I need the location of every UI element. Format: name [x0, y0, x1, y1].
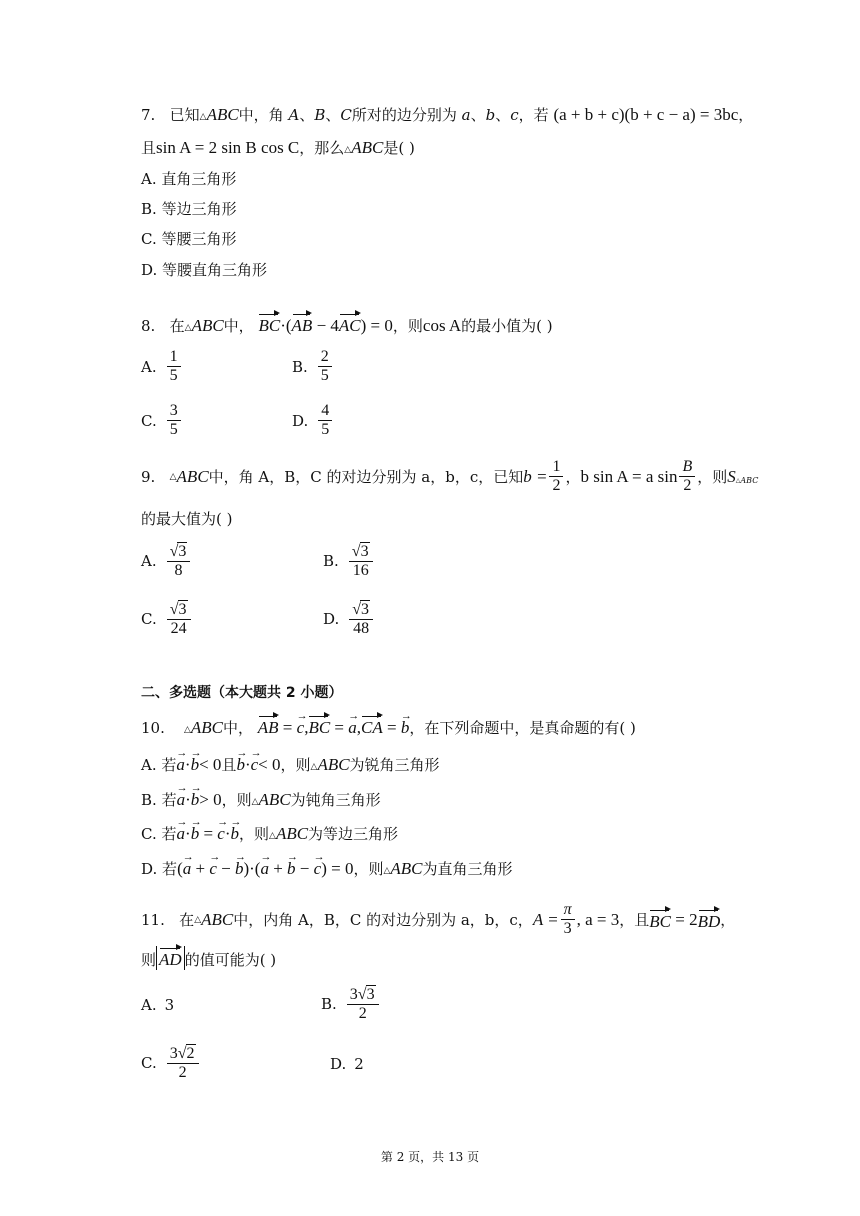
q10-number: 10. [141, 719, 165, 737]
fraction: $\frac{3}{5}$ [167, 402, 181, 439]
q11-option-d[interactable]: D. 2 [330, 1055, 364, 1073]
q9-line2: 的最大值为( ) [141, 510, 233, 528]
triangle-icon: △ [735, 476, 741, 484]
q7-line2: 且sin A = 2 sin B cos C，那么△ABC是( ) [141, 138, 415, 157]
fraction: $\frac{√3}{16}$ [349, 542, 373, 580]
q9-line1: 9. △ ABC 中，角 A，B，C 的对边分别为 a，b，c，已知 b = $\frac{1}{2}$ ， b sin A = a sin $\frac{B}{2}$ ，则 S △ABC [141, 458, 759, 494]
triangle-icon: △ [169, 471, 177, 482]
q10-option-d[interactable]: D. 若(a → + c → − b →)·(a → + b → − c →) = 0，则△ABC为直角三角形 [141, 856, 513, 881]
vector-bd: BD [698, 908, 721, 932]
absolute-value [156, 946, 185, 970]
vector-bc: BC [258, 312, 280, 336]
q8-option-a[interactable]: A. $\frac{1}{5}$ [141, 348, 183, 385]
fraction: $\frac{1}{5}$ [167, 348, 181, 385]
triangle-icon: △ [383, 866, 391, 876]
q9-option-a[interactable]: A. $\frac{√3}{8}$ [141, 542, 192, 580]
q8-line1: 8. 在△ABC中， BC·(AB − 4AC) = 0，则cos A的最小值为( ) [141, 312, 553, 338]
q9-option-b[interactable]: B. $\frac{√3}{16}$ [323, 542, 375, 580]
q10-option-c[interactable]: C. 若a →·b → = c →·b →，则△ABC为等边三角形 [141, 821, 398, 846]
triangle-icon: △ [184, 323, 192, 333]
q9-option-c[interactable]: C. $\frac{√3}{24}$ [141, 600, 193, 638]
triangle-icon: △ [269, 831, 276, 841]
fraction: $\frac{2}{5}$ [318, 348, 332, 385]
fraction: $\frac{4}{5}$ [318, 402, 332, 439]
vector-bc: BC [308, 714, 330, 738]
q10-option-a[interactable]: A. 若a →·b →< 0且b →·c →< 0，则△ABC为锐角三角形 [141, 752, 440, 777]
q11-line1: 11. 在 △ ABC 中，内角 A，B，C 的对边分别为 a，b，c， A = $\frac{\pi}{3}$ , a = 3 ，且 BC = 2 BD ， [141, 901, 736, 937]
q11-number: 11. [141, 910, 165, 929]
q9-number: 9. [141, 467, 156, 486]
triangle-icon: △ [183, 725, 191, 735]
triangle-icon: △ [310, 762, 318, 772]
q10-line1: 10. △ABC中， AB = c →,BC = a →,CA = b →，在下列命题中，是真命题的有( ) [141, 714, 636, 740]
fraction: $\frac{3√3}{2}$ [347, 985, 379, 1023]
q11-option-a[interactable]: A. 3 [141, 996, 175, 1014]
q7-option-c[interactable]: C. 等腰三角形 [141, 230, 237, 248]
q8-option-b[interactable]: B. $\frac{2}{5}$ [292, 348, 334, 385]
q9-option-d[interactable]: D. $\frac{√3}{48}$ [323, 600, 375, 638]
fraction: $\frac{3√2}{2}$ [167, 1044, 199, 1082]
fraction: $\frac{√3}{24}$ [167, 600, 191, 638]
triangle-icon: △ [251, 797, 259, 807]
q7-option-b[interactable]: B. 等边三角形 [141, 200, 237, 218]
q7-option-d[interactable]: D. 等腰直角三角形 [141, 261, 268, 279]
q8-number: 8. [141, 317, 156, 335]
vector-ca: CA [361, 714, 383, 738]
q7-equation-1: (a + b + c)(b + c − a) = 3bc [553, 105, 739, 124]
vector-bc: BC [649, 908, 671, 932]
q10-option-b[interactable]: B. 若a →·b →> 0，则△ABC为钝角三角形 [141, 787, 381, 812]
vector-ab: AB [258, 714, 279, 738]
fraction: $\frac{√3}{8}$ [167, 542, 191, 580]
triangle-icon: △ [344, 145, 352, 155]
section-heading: 二、多选题（本大题共 2 小题） [141, 685, 343, 701]
q7-equation-2: sin A = 2 sin B cos C [156, 138, 300, 157]
q7-option-a[interactable]: A. 直角三角形 [141, 170, 237, 188]
q8-option-d[interactable]: D. $\frac{4}{5}$ [292, 402, 334, 439]
fraction: $\frac{\pi}{3}$ [561, 901, 575, 938]
q7-number: 7. [141, 106, 156, 124]
fraction: $\frac{B}{2}$ [679, 458, 695, 495]
fraction: $\frac{1}{2}$ [549, 458, 563, 495]
page-footer: 第 2 页，共 13 页 [380, 1150, 480, 1164]
q11-option-c[interactable]: C. $\frac{3√2}{2}$ [141, 1044, 201, 1082]
vector-ab: AB [292, 312, 313, 336]
q11-line2: 则 AD 的值可能为( ) [141, 946, 276, 970]
triangle-icon: △ [194, 914, 202, 925]
triangle-icon: △ [199, 112, 207, 122]
q8-option-c[interactable]: C. $\frac{3}{5}$ [141, 402, 183, 439]
vector-ac: AC [339, 312, 361, 336]
fraction: $\frac{√3}{48}$ [349, 600, 373, 638]
vector-ad: AD [159, 946, 182, 970]
q11-option-b[interactable]: B. $\frac{3√3}{2}$ [321, 985, 381, 1023]
q7-line1: 7. 已知△ABC中，角 A、B、C所对的边分别为 a、b、c，若 (a + b + c)(b + c − a) = 3bc， [141, 105, 754, 124]
